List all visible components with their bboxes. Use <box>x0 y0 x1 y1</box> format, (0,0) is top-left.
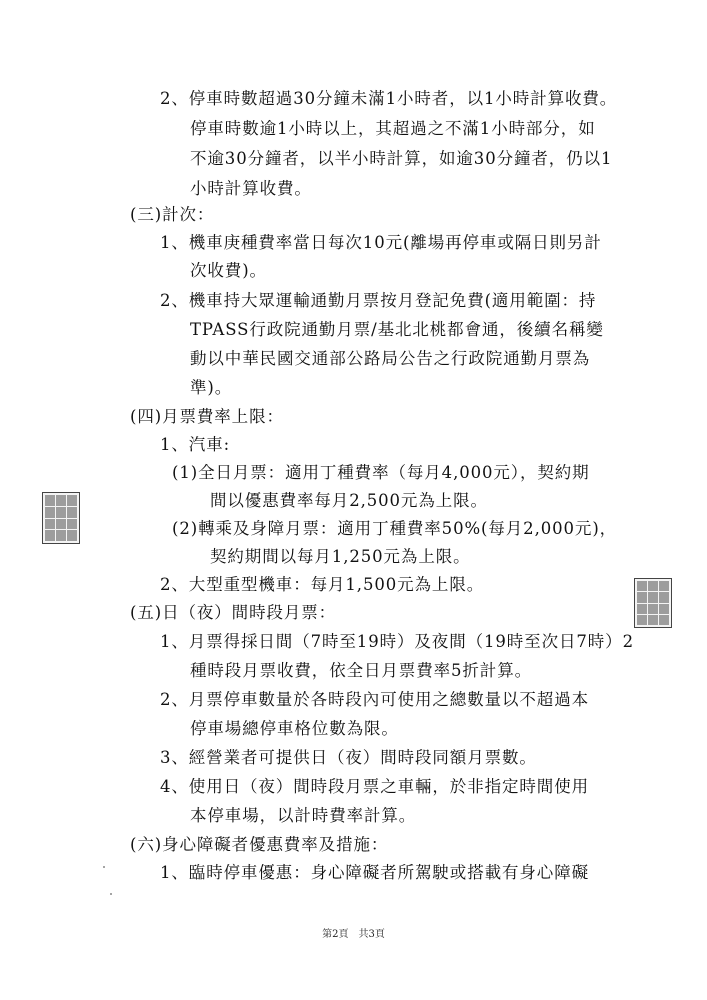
text-line: 種時段月票收費，依全日月票費率5折計算。 <box>190 661 532 680</box>
text-line: 1、汽車: <box>160 435 231 454</box>
text-line: 2、機車持大眾運輸通勤月票按月登記免費(適用範圍：持 <box>160 291 597 310</box>
text-line: 不逾30分鐘者，以半小時計算，如逾30分鐘者，仍以1 <box>190 149 613 168</box>
text-line: 準)。 <box>190 378 233 397</box>
text-line: 契約期間以每月1,250元為上限。 <box>210 547 471 566</box>
text-line: 1、月票得採日間（7時至19時）及夜間（19時至次日7時）2 <box>160 632 634 651</box>
text-line: (六)身心障礙者優惠費率及措施： <box>130 835 389 854</box>
text-line: 停車場總停車格位數為限。 <box>190 719 399 738</box>
text-line: 本停車場，以計時費率計算。 <box>190 806 417 825</box>
text-line: (2)轉乘及身障月票：適用丁種費率50%(每月2,000元)， <box>172 519 618 538</box>
text-line: 小時計算收費。 <box>190 179 312 198</box>
text-line: 2、停車時數超過30分鐘未滿1小時者，以1小時計算收費。 <box>160 89 618 108</box>
text-line: 3、經營業者可提供日（夜）間時段同額月票數。 <box>160 748 537 767</box>
text-line: (五)日（夜）間時段月票： <box>130 603 337 622</box>
text-line: TPASS行政院通勤月票/基北北桃都會通，後續名稱變 <box>190 320 604 339</box>
text-line: 2、大型重型機車：每月1,500元為上限。 <box>160 575 485 594</box>
seal-stamp-right <box>634 578 672 628</box>
text-line: 間以優惠費率每月2,500元為上限。 <box>210 491 488 510</box>
text-line: (三)計次： <box>130 205 215 224</box>
scan-speck <box>110 893 112 895</box>
text-line: 2、月票停車數量於各時段內可使用之總數量以不超過本 <box>160 690 589 709</box>
page-footer: 第2頁 共3頁 <box>322 929 385 940</box>
text-line: (四)月票費率上限： <box>130 407 284 426</box>
text-line: 動以中華民國交通部公路局公告之行政院通勤月票為 <box>190 349 591 368</box>
text-line: 停車時數逾1小時以上，其超過之不滿1小時部分，如 <box>190 119 596 138</box>
text-line: 4、使用日（夜）間時段月票之車輛，於非指定時間使用 <box>160 777 589 796</box>
seal-stamp-left <box>42 492 80 544</box>
text-line: 次收費)。 <box>190 261 267 280</box>
text-line: (1)全日月票：適用丁種費率（每月4,000元），契約期 <box>172 463 590 482</box>
scan-speck <box>103 866 105 868</box>
text-line: 1、臨時停車優惠：身心障礙者所駕駛或搭載有身心障礙 <box>160 863 589 882</box>
text-line: 1、機車庚種費率當日每次10元(離場再停車或隔日則另計 <box>160 233 602 252</box>
